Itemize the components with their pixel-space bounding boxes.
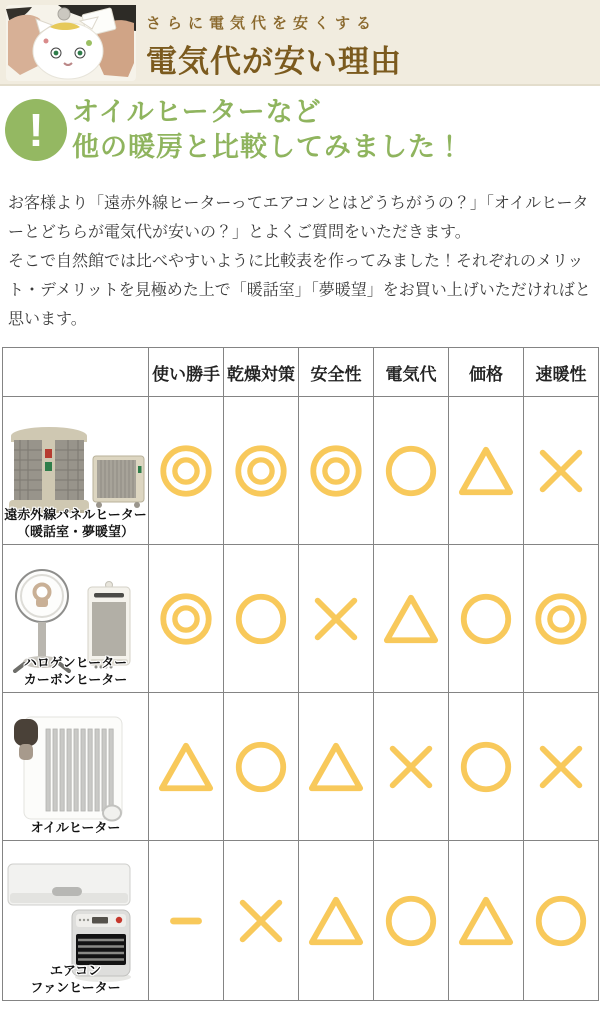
rating-cell xyxy=(149,545,224,693)
rating-cell xyxy=(374,841,449,1001)
rating-cell xyxy=(224,693,299,841)
exclamation-glyph: ! xyxy=(28,104,44,156)
product-cell xyxy=(3,397,149,545)
rating-triangle-icon xyxy=(157,738,215,796)
corner-cell xyxy=(3,348,149,397)
rating-cell xyxy=(299,397,374,545)
rating-cell xyxy=(224,545,299,693)
product-cell xyxy=(3,841,149,1001)
rating-double-circle-icon xyxy=(307,442,365,500)
rating-cell xyxy=(299,841,374,1001)
rating-cell xyxy=(149,397,224,545)
rating-cross-icon xyxy=(307,590,365,648)
rating-triangle-icon xyxy=(307,738,365,796)
comparison-table xyxy=(2,347,599,1001)
rating-cell xyxy=(524,693,599,841)
rating-circle-icon xyxy=(457,590,515,648)
rating-cell xyxy=(149,841,224,1001)
rating-circle-icon xyxy=(232,590,290,648)
table-row xyxy=(3,545,599,693)
rating-circle-icon xyxy=(382,442,440,500)
column-header: 使い勝手 xyxy=(149,348,224,397)
column-header: 価格 xyxy=(449,348,524,397)
product-cell xyxy=(3,545,149,693)
notice-line2: 他の暖房と比較してみました！ xyxy=(72,132,464,163)
product-label: 遠赤外線パネルヒーター （暖話室・夢暖望） xyxy=(4,507,147,540)
table-row xyxy=(3,693,599,841)
rating-cell xyxy=(524,545,599,693)
column-header: 電気代 xyxy=(374,348,449,397)
intro-paragraph-2: そこで自然館では比べやすいように比較表を作ってみました！それぞれのメリット・デメリットを見極めた上で「暖話室」「夢暖望」をお買い上げいただければと思います。 xyxy=(8,253,591,328)
table-row xyxy=(3,841,599,1001)
piggy-bank-photo-icon xyxy=(6,5,136,81)
column-header: 安全性 xyxy=(299,348,374,397)
rating-cell xyxy=(524,841,599,1001)
table-body xyxy=(3,397,599,1001)
rating-cell xyxy=(374,693,449,841)
column-header: 速暖性 xyxy=(524,348,599,397)
exclamation-icon xyxy=(5,99,67,161)
notice-section xyxy=(0,95,600,173)
product-label: エアコン ファンヒーター xyxy=(30,963,121,996)
page-title: 電気代が安い理由 xyxy=(146,44,402,79)
intro-text xyxy=(8,189,592,334)
rating-cell xyxy=(149,693,224,841)
rating-cross-icon xyxy=(232,892,290,950)
product-cell xyxy=(3,693,149,841)
product-label: ハロゲンヒーター カーボンヒーター xyxy=(23,655,128,688)
rating-cell xyxy=(224,397,299,545)
rating-cell xyxy=(449,545,524,693)
header-banner xyxy=(0,0,600,86)
rating-double-circle-icon xyxy=(532,590,590,648)
oil-heater-image xyxy=(6,713,146,825)
rating-circle-icon xyxy=(232,738,290,796)
product-label: オイルヒーター xyxy=(30,820,121,836)
intro-paragraph-1: お客様より「遠赤外線ヒーターってエアコンとはどうちがうの？」「オイルヒーターとどちらが電気代が安いの？」とよくご質問をいただきます。 xyxy=(8,195,589,241)
rating-double-circle-icon xyxy=(157,442,215,500)
rating-triangle-icon xyxy=(457,892,515,950)
column-header: 乾燥対策 xyxy=(224,348,299,397)
rating-cross-icon xyxy=(382,738,440,796)
header-tagline: さらに電気代を安くする xyxy=(146,15,378,32)
rating-cell xyxy=(374,545,449,693)
rating-cross-icon xyxy=(532,738,590,796)
rating-cell xyxy=(299,693,374,841)
rating-dash-icon xyxy=(157,892,215,950)
rating-cell xyxy=(374,397,449,545)
rating-cell xyxy=(449,397,524,545)
rating-circle-icon xyxy=(532,892,590,950)
rating-cell xyxy=(449,693,524,841)
notice-heading xyxy=(72,95,600,165)
rating-circle-icon xyxy=(457,738,515,796)
table-header-row xyxy=(3,348,599,397)
rating-cell xyxy=(299,545,374,693)
rating-circle-icon xyxy=(382,892,440,950)
notice-line1: オイルヒーターなど xyxy=(72,97,322,127)
rating-double-circle-icon xyxy=(232,442,290,500)
rating-cross-icon xyxy=(532,442,590,500)
rating-cell xyxy=(224,841,299,1001)
rating-triangle-icon xyxy=(307,892,365,950)
rating-triangle-icon xyxy=(382,590,440,648)
rating-triangle-icon xyxy=(457,442,515,500)
rating-cell xyxy=(524,397,599,545)
rating-cell xyxy=(449,841,524,1001)
rating-double-circle-icon xyxy=(157,590,215,648)
table-row xyxy=(3,397,599,545)
